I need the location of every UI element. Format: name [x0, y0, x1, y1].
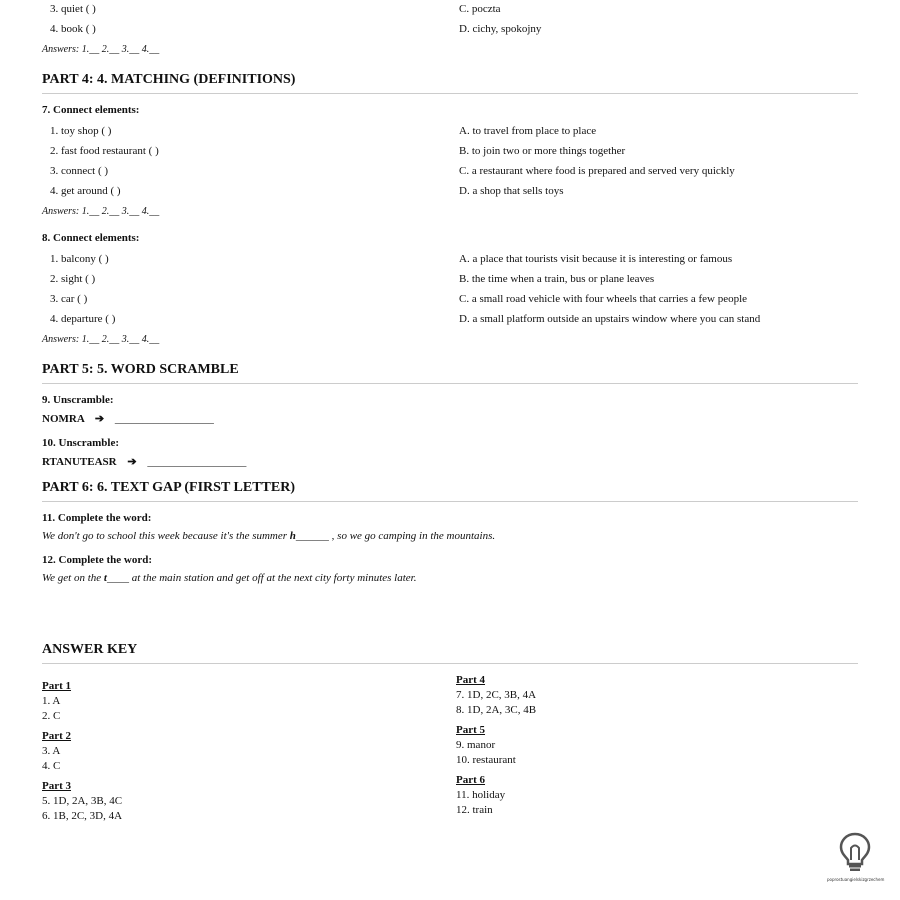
match-right: B. to join two or more things together: [459, 145, 626, 157]
first-letter: t: [103, 572, 107, 584]
key-item: 2. C: [42, 710, 61, 722]
q7-matching: [42, 122, 858, 222]
q11-title: 11. Complete the word:: [42, 512, 152, 524]
q12-title: 12. Complete the word:: [42, 554, 152, 566]
match-right: C. poczta: [459, 3, 501, 15]
match-left: 1. balcony ( ): [50, 253, 109, 265]
match-row: [42, 250, 858, 270]
match-left: 3. quiet ( ): [50, 3, 96, 15]
key-group: [42, 680, 122, 722]
match-left: 3. connect ( ): [50, 165, 109, 177]
match-row: [42, 310, 858, 330]
key-part-label: Part 5: [456, 724, 486, 736]
q8-matching: [42, 250, 858, 350]
match-left: 2. fast food restaurant ( ): [50, 145, 159, 157]
arrow-icon: ➔: [94, 413, 105, 425]
key-group: [456, 724, 536, 766]
match-row: [42, 182, 858, 202]
logo-text: poprostuangielskizgrzechem: [827, 877, 885, 882]
match-right: B. the time when a train, bus or plane leaves: [459, 273, 655, 285]
match-left: 4. book ( ): [50, 23, 96, 35]
match-right: D. a shop that sells toys: [459, 185, 564, 197]
answer-key: [42, 674, 858, 844]
match-left: 3. car ( ): [50, 293, 88, 305]
q11-sentence: [42, 530, 858, 542]
answer-key-title: ANSWER KEY: [42, 642, 858, 664]
part6-title: PART 6: 6. TEXT GAP (FIRST LETTER): [42, 480, 858, 502]
match-row: [42, 270, 858, 290]
key-part-label: Part 4: [456, 674, 486, 686]
arrow-icon: ➔: [127, 456, 137, 468]
answers-line: Answers: 1.__ 2.__ 3.__ 4.__: [42, 206, 160, 217]
match-right: C. a restaurant where food is prepared and served very quickly: [459, 165, 735, 177]
key-item: 6. 1B, 2C, 3D, 4A: [42, 810, 123, 822]
match-left: 4. get around ( ): [50, 185, 121, 197]
scrambled-word: NOMRA: [42, 413, 85, 425]
match-left: 2. sight ( ): [50, 273, 96, 285]
part5-title: PART 5: 5. WORD SCRAMBLE: [42, 362, 858, 384]
q7-title: 7. Connect elements:: [42, 104, 140, 116]
q10-title: 10. Unscramble:: [42, 437, 119, 449]
key-item: 8. 1D, 2A, 3C, 4B: [456, 704, 537, 716]
match-right: A. to travel from place to place: [459, 125, 597, 137]
match-left: 4. departure ( ): [50, 313, 116, 325]
answer-key-right: [456, 674, 536, 824]
match-right: A. a place that tourists visit because it is interesting or famous: [459, 253, 733, 265]
key-group: [456, 774, 536, 816]
key-part-label: Part 3: [42, 780, 72, 792]
scrambled-word: RTANUTEASR: [42, 456, 117, 468]
site-logo: [827, 832, 883, 884]
worksheet-page: [42, 0, 858, 844]
match-row: [42, 0, 858, 20]
match-row: [42, 20, 858, 40]
top-matching: [42, 0, 858, 60]
key-item: 3. A: [42, 745, 61, 757]
sentence-before: We don't go to school this week because it's the summer: [42, 530, 290, 542]
first-letter: h: [289, 530, 296, 542]
match-left: 1. toy shop ( ): [50, 125, 112, 137]
key-part-label: Part 6: [456, 774, 486, 786]
key-item: 12. train: [456, 804, 493, 816]
key-part-label: Part 2: [42, 730, 72, 742]
match-row: [42, 290, 858, 310]
match-row: [42, 162, 858, 182]
key-group: [42, 730, 122, 772]
lightbulb-icon: [838, 832, 872, 872]
q10-scramble: [42, 455, 858, 468]
key-item: 4. C: [42, 760, 61, 772]
gap-blank[interactable]: ______: [295, 530, 329, 542]
q9-scramble: [42, 412, 858, 425]
part4-title: PART 4: 4. MATCHING (DEFINITIONS): [42, 72, 858, 94]
answers-line: Answers: 1.__ 2.__ 3.__ 4.__: [42, 44, 160, 55]
key-item: 7. 1D, 2C, 3B, 4A: [456, 689, 537, 701]
match-row: [42, 122, 858, 142]
sentence-after: at the main station and get off at the next city forty minutes later.: [128, 572, 417, 584]
key-item: 5. 1D, 2A, 3B, 4C: [42, 795, 123, 807]
key-item: 11. holiday: [456, 789, 506, 801]
sentence-after: , so we go camping in the mountains.: [328, 530, 496, 542]
match-right: D. cichy, spokojny: [459, 23, 542, 35]
q12-sentence: [42, 572, 858, 584]
answers-line: Answers: 1.__ 2.__ 3.__ 4.__: [42, 334, 160, 345]
key-group: [42, 780, 122, 822]
q8-title: 8. Connect elements:: [42, 232, 140, 244]
key-item: 10. restaurant: [456, 754, 516, 766]
key-item: 1. A: [42, 695, 61, 707]
match-row: [42, 142, 858, 162]
q9-title: 9. Unscramble:: [42, 394, 114, 406]
gap-blank[interactable]: ____: [106, 572, 129, 584]
answer-blank[interactable]: __________________: [114, 413, 214, 425]
key-group: [456, 674, 536, 716]
answer-key-left: [42, 680, 122, 830]
key-item: 9. manor: [456, 739, 496, 751]
sentence-before: We get on the: [42, 572, 104, 584]
match-right: C. a small road vehicle with four wheels that carries a few people: [459, 293, 748, 305]
key-part-label: Part 1: [42, 680, 72, 692]
answer-blank[interactable]: __________________: [147, 456, 247, 468]
match-right: D. a small platform outside an upstairs window where you can stand: [459, 313, 761, 325]
